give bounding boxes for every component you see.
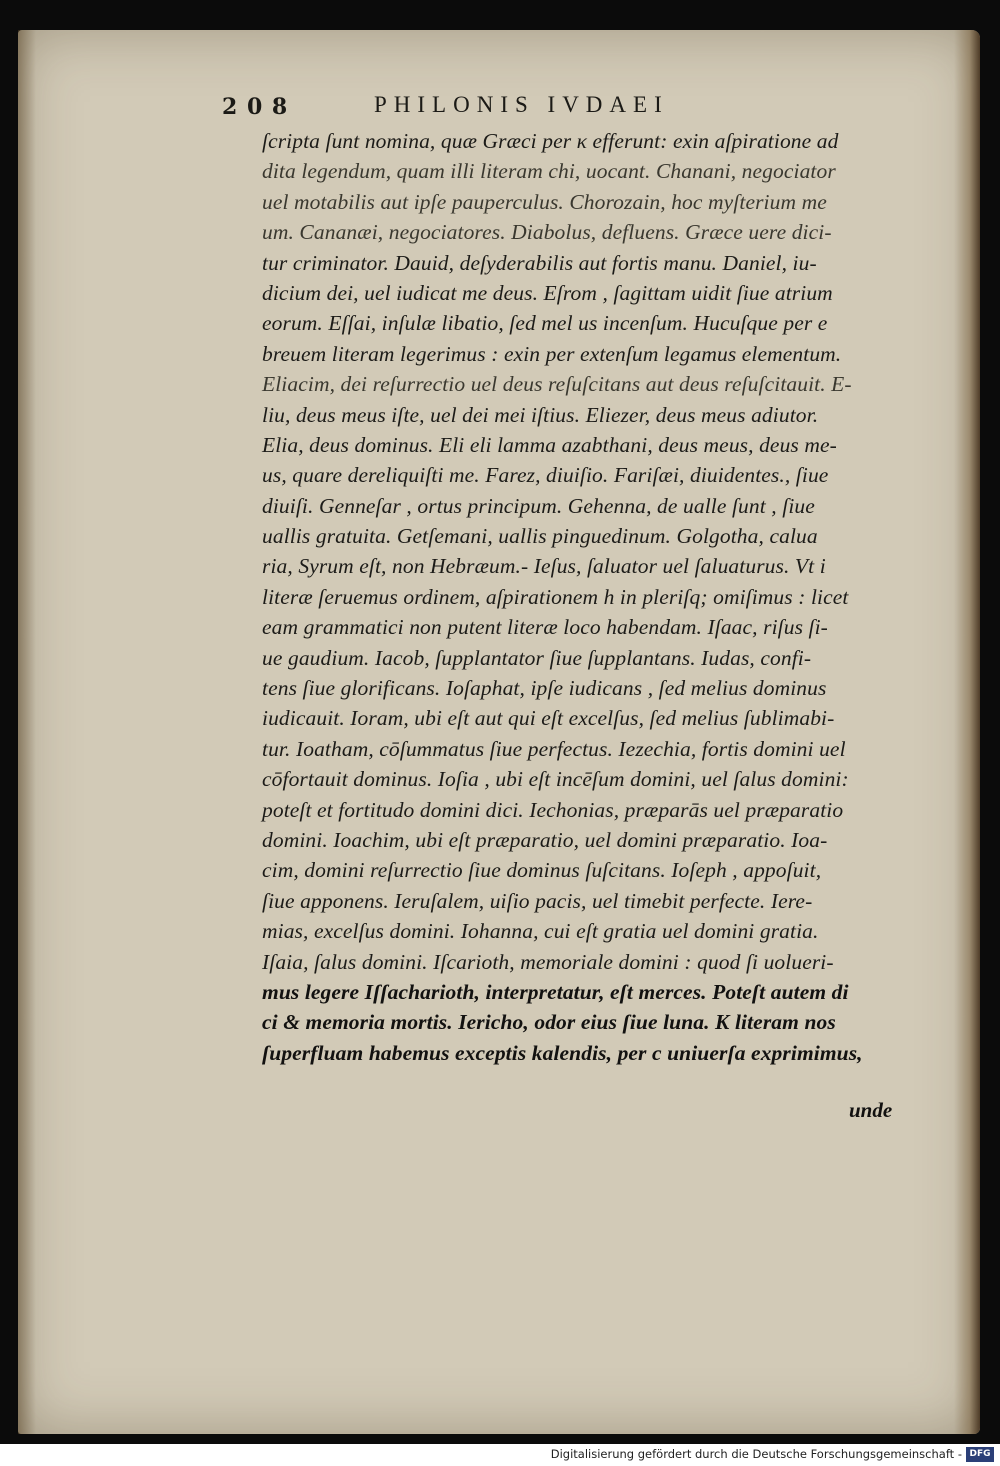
text-line: liu, deus meus iſte, uel dei mei iſtius. Eliezer, deus meus adiutor. <box>262 402 819 427</box>
text-line: mus legere Iſſacharioth, interpretatur, eſt merces. Poteſt autem di <box>262 979 849 1004</box>
text-line: eam grammatici non putent literæ loco habendam. Iſaac, riſus ſi- <box>262 615 828 640</box>
text-line: us, quare dereliquiſti me. Farez, diuiſio. Fariſæi, diuidentes., ſiue <box>262 463 829 488</box>
text-line: breuem literam legerimus : exin per extenſum legamus elementum. <box>262 341 842 366</box>
text-line: Iſaia, ſalus domini. Iſcarioth, memoriale domini : quod ſi uolueri- <box>262 949 834 974</box>
text-line: literæ ſeruemus ordinem, aſpirationem h in pleriſq; omiſimus : licet <box>262 584 849 609</box>
text-line: diuiſi. Genneſar , ortus principum. Gehenna, de ualle ſunt , ſiue <box>262 493 815 518</box>
text-line: ci & memoria mortis. Iericho, odor eius ſiue luna. K literam nos <box>262 1010 836 1035</box>
running-head: PHILONIS IVDAEI <box>374 92 669 117</box>
text-line: tur criminator. Dauid, deſyderabilis aut fortis manu. Daniel, iu- <box>262 250 817 275</box>
text-line: uallis gratuita. Getſemani, uallis pinguedinum. Golgotha, calua <box>262 524 818 549</box>
digitization-credit: Digitalisierung gefördert durch die Deutsche Forschungsgemeinschaft - <box>550 1447 962 1461</box>
page-number: 2 0 8 <box>222 94 289 120</box>
text-line: eorum. Eſſai, inſulæ libatio, ſed mel us incenſum. Hucuſque per e <box>262 311 828 336</box>
text-line: ſcripta ſunt nomina, quæ Græci per κ efferunt: exin aſpiratione ad <box>262 129 839 153</box>
text-line: ſiue apponens. Ieruſalem, uiſio pacis, uel timebit perfecte. Iere- <box>262 888 813 913</box>
text-line: tur. Ioatham, cōſummatus ſiue perfectus. Iezechia, fortis domini uel <box>262 736 846 761</box>
text-line: ſuperfluam habemus exceptis kalendis, per c uniuerſa exprimimus, <box>262 1040 863 1065</box>
text-line: dicium dei, uel iudicat me deus. Eſrom , ſagittam uidit ſiue atrium <box>262 280 833 305</box>
text-line: mias, excelſus domini. Iohanna, cui eſt gratia uel domini gratia. <box>262 919 819 944</box>
text-line: cim, domini reſurrectio ſiue dominus ſuſcitans. Ioſeph , appoſuit, <box>262 858 822 883</box>
text-line: poteſt et fortitudo domini dici. Iechonias, præparās uel præparatio <box>262 797 844 822</box>
dfg-logo: DFG <box>966 1447 994 1462</box>
text-line: uel motabilis aut ipſe pauperculus. Chorozain, hoc myſterium me <box>262 189 827 214</box>
text-line: Eliacim, dei reſurrectio uel deus reſuſcitans aut deus reſuſcitauit. E- <box>262 372 852 397</box>
page-edge-shadow <box>954 30 980 1434</box>
page-header <box>222 88 782 128</box>
text-line: Elia, deus dominus. Eli eli lamma azabthani, deus meus, deus me- <box>262 432 837 457</box>
footer-bar <box>0 1444 1000 1466</box>
text-line: tens ſiue glorificans. Ioſaphat, ipſe iudicans , ſed melius dominus <box>262 676 827 701</box>
body-text <box>262 126 942 1068</box>
text-line: ue gaudium. Iacob, ſupplantator ſiue ſupplantans. Iudas, confi- <box>262 645 812 670</box>
text-line: um. Cananæi, negociatores. Diabolus, defluens. Græce uere dici- <box>262 220 832 245</box>
text-line: iudicauit. Ioram, ubi eſt aut qui eſt excelſus, ſed melius ſublimabi- <box>262 706 835 731</box>
text-line: cōfortauit dominus. Ioſia , ubi eſt incēſum domini, uel ſalus domini: <box>262 767 849 792</box>
text-line: domini. Ioachim, ubi eſt præparatio, uel domini præparatio. Ioa- <box>262 827 828 852</box>
page-left-shadow <box>18 30 36 1434</box>
catchword: unde <box>849 1098 893 1122</box>
text-line: dita legendum, quam illi literam chi, uocant. Chanani, negociator <box>262 159 836 184</box>
text-line: ria, Syrum eſt, non Hebræum.- Ieſus, ſaluator uel ſaluaturus. Vt i <box>262 554 826 579</box>
